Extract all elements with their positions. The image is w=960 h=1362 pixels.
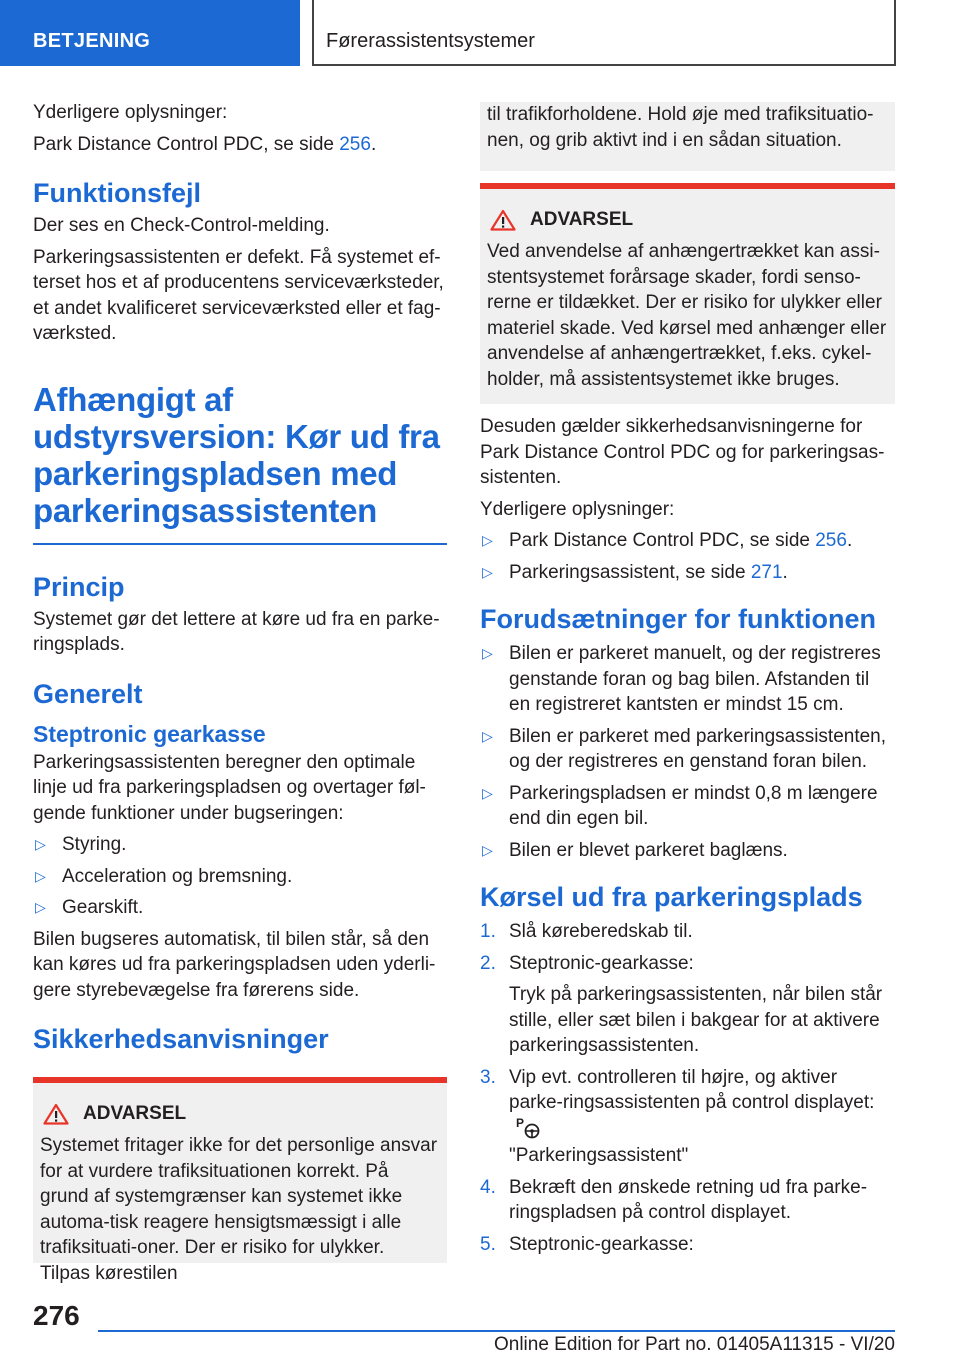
step-item: 2. Steptronic-gearkasse: Tryk på parkeringsassistenten, når bilen står stille, eller sæt bilen i bakgear for at aktivere parkeringsassistenten. xyxy=(480,952,883,1056)
page-link[interactable]: 271 xyxy=(750,561,783,583)
triangle-bullet-icon: ▷ xyxy=(35,836,46,852)
paragraph: Yderligere oplysninger: xyxy=(480,498,675,520)
paragraph: Yderligere oplysninger: xyxy=(33,102,228,123)
main-heading: Afhængigt af udstyrsversion: Kør ud fra parkeringspladsen med parkeringsassistenten xyxy=(33,380,440,529)
warning-title: ADVARSEL xyxy=(40,1103,439,1125)
warning-text: til trafikforholdene. Hold øje med trafiksituatio-nen, og grib aktivt ind i en sådan situation. xyxy=(487,104,874,151)
list-item: ▷ Styring. xyxy=(33,832,447,858)
paragraph: Desuden gælder sikkerhedsanvisningerne for Park Distance Control PDC og for parkeringsas-sistenten. xyxy=(480,416,885,488)
step-item: 1. Slå køreberedskab til. xyxy=(480,921,693,942)
svg-text:P: P xyxy=(516,1115,525,1130)
list-item: ▷ Parkeringspladsen er mindst 0,8 m længere end din egen bil. xyxy=(482,782,878,829)
triangle-bullet-icon: ▷ xyxy=(482,784,493,801)
warning-box xyxy=(480,183,895,404)
warning-text: Ved anvendelse af anhængertrækket kan assi-stentsystemet forårsage skader, fordi senso-rerne er tildækket. Der er risiko for ulykker eller materiel skade. Ved kørsel med anhænger eller anvendelse af anhængertrækket, f.eks. cykel-holder, må assistentsystemet ikke bruges. xyxy=(487,241,887,390)
bullet-list xyxy=(33,832,447,921)
list-item: ▷ Bilen er parkeret med parkeringsassistenten, og der registreres en genstand foran bilen. xyxy=(482,725,887,772)
triangle-bullet-icon: ▷ xyxy=(482,563,493,580)
heading-steptronic: Steptronic gearkasse xyxy=(33,720,266,747)
left-column xyxy=(33,100,447,1284)
section-label: BETJENING xyxy=(0,0,300,66)
triangle-bullet-icon: ▷ xyxy=(482,532,493,548)
heading-princip: Princip xyxy=(33,571,125,602)
paragraph: Bilen bugseres automatisk, til bilen står, så den kan køres ud fra parkeringspladsen uden yderli-gere styrebevægelse fra førerens side. xyxy=(33,928,436,1001)
ref-end: . xyxy=(370,133,377,155)
right-column xyxy=(480,102,895,1263)
paragraph: Systemet gør det lettere at køre ud fra en parke-ringsplads. xyxy=(33,608,440,655)
reference-list xyxy=(480,528,895,585)
footer-edition: Online Edition for Part no. 01405A11315 - VI/20 xyxy=(493,1334,895,1355)
paragraph: Parkeringsassistenten beregner den optimale linje ud fra parkeringspladsen og overtager føl-gende funktioner under bugseringen: xyxy=(33,751,426,824)
heading-generelt: Generelt xyxy=(33,678,143,709)
list-item: ▷ Acceleration og bremsning. xyxy=(33,864,447,890)
footer-rule xyxy=(98,1330,895,1332)
triangle-bullet-icon: ▷ xyxy=(482,727,493,744)
step-item: 3. Vip evt. controlleren til højre, og aktiver parke-ringsassistenten på control displayet: P "Parkeringsassistent" xyxy=(480,1066,875,1166)
list-item: ▷ Park Distance Control PDC, se side 256. xyxy=(480,528,895,554)
page-header xyxy=(0,0,960,66)
step-list xyxy=(480,919,895,1257)
ref-text: Park Distance Control PDC, se side xyxy=(33,133,340,155)
warning-box xyxy=(33,1077,447,1284)
warning-triangle-icon xyxy=(43,1103,69,1125)
warning-triangle-icon xyxy=(490,209,516,231)
heading-koersel: Kørsel ud fra parkeringsplads xyxy=(480,882,863,912)
warning-text: Systemet fritager ikke for det personlige ansvar for at vurdere trafiksituationen korrekt. På grund af systemgrænser kan systemet ikke automa-tisk reagere hensigtsmæssigt i alle trafiksituati-oner. Der er risiko for ulykker. Tilpas kørestilen xyxy=(40,1135,438,1284)
warning-title: ADVARSEL xyxy=(487,209,887,231)
parking-assistant-icon xyxy=(515,1116,541,1140)
page-link[interactable]: 256 xyxy=(339,133,371,155)
list-item: ▷ Gearskift. xyxy=(33,895,447,921)
step-item: 5. Steptronic-gearkasse: xyxy=(480,1233,694,1255)
bullet-list xyxy=(480,641,895,863)
paragraph: Der ses en Check-Control-melding. xyxy=(33,215,330,236)
heading-rule xyxy=(33,543,447,545)
paragraph xyxy=(33,132,447,158)
triangle-bullet-icon: ▷ xyxy=(35,899,46,915)
heading-forudsaetninger: Forudsætninger for funktionen xyxy=(480,604,876,634)
triangle-bullet-icon: ▷ xyxy=(35,867,46,884)
triangle-bullet-icon: ▷ xyxy=(482,645,493,661)
chapter-label: Førerassistentsystemer xyxy=(312,0,896,66)
page-number: 276 xyxy=(33,1300,80,1331)
triangle-bullet-icon: ▷ xyxy=(482,841,493,858)
step-item: 4. Bekræft den ønskede retning ud fra parke-ringspladsen på control displayet. xyxy=(480,1176,868,1223)
list-item: ▷ Bilen er blevet parkeret baglæns. xyxy=(480,838,895,864)
warning-box-continued xyxy=(480,102,895,171)
heading-funktionsfejl: Funktionsfejl xyxy=(33,178,201,208)
paragraph: Parkeringsassistenten er defekt. Få systemet ef-terset hos et af producentens serviceværksteder, et andet kvalificeret serviceværksted eller et fag-værksted. xyxy=(33,246,444,344)
list-item: ▷ Parkeringsassistent, se side 271. xyxy=(480,560,895,586)
heading-sikkerhed: Sikkerhedsanvisninger xyxy=(33,1024,329,1054)
page-link[interactable]: 256 xyxy=(815,530,847,551)
list-item: ▷ Bilen er parkeret manuelt, og der registreres genstande foran og bag bilen. Afstanden til en registreret kantsten er mindst 15 cm. xyxy=(482,643,881,715)
